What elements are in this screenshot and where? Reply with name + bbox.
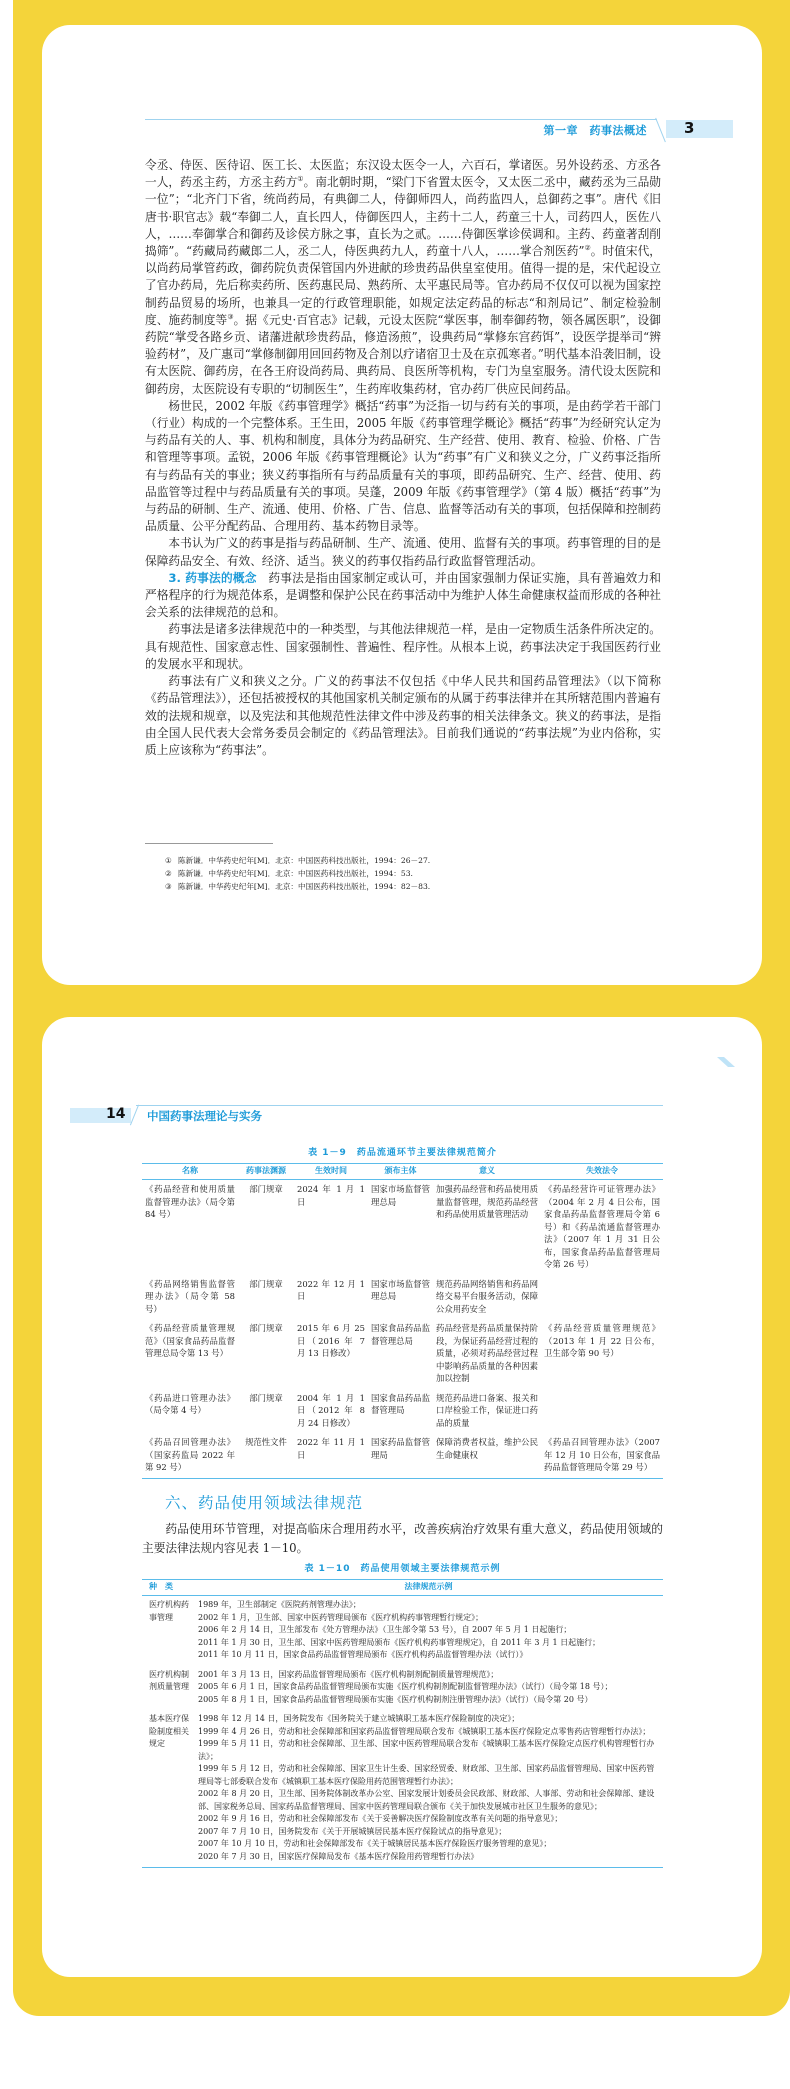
regulation-item: 2011 年 1 月 30 日，卫生部、国家中医药管理局颁布《医疗机构药事管理规定》，自 2011 年 3 月 1 日起施行； bbox=[198, 1637, 601, 1647]
table-cell: 《药品进口管理办法》（局令第 4 号） bbox=[145, 1392, 235, 1415]
header-rule bbox=[136, 1105, 663, 1106]
regulations-cell bbox=[194, 1596, 663, 1666]
table-cell: 部门规章 bbox=[249, 1278, 283, 1289]
header-rule bbox=[145, 119, 657, 120]
footnote-number: ① bbox=[165, 856, 172, 865]
table-cell: 《药品经营许可证管理办法》（2004 年 2 月 4 日公布，国家食品药品监督管理局令第 6 号）和《药品流通监督管理办法》（2007 年 1 月 31 日公布，国家食品药品监督管理局令第 26 号） bbox=[544, 1184, 660, 1269]
footnote bbox=[165, 867, 430, 880]
running-head: 第一章 药事法概述 bbox=[543, 124, 647, 137]
table-cell: 国家市场监督管理总局 bbox=[371, 1184, 430, 1207]
table-cell: 部门规章 bbox=[249, 1392, 283, 1403]
footnote-number: ② bbox=[165, 869, 172, 878]
regulations-cell bbox=[194, 1666, 663, 1711]
footnote-marker: ③ bbox=[227, 312, 234, 321]
regulation-item: 1999 年 5 月 12 日，劳动和社会保障部、国家卫生计生委、国家经贸委、财政部、卫生部、国家药品监督管理局、国家中医药管理局等七部委联合发布《城镇职工基本医疗保险用药范围管理暂行办法》； bbox=[198, 1764, 655, 1786]
category-cell: 医疗机构药事管理 bbox=[149, 1600, 189, 1622]
table-cell: 规范药品网络销售和药品网络交易平台服务活动，保障公众用药安全 bbox=[436, 1278, 538, 1314]
table-row bbox=[142, 1666, 663, 1711]
paragraph: 药事法有广义和狭义之分。广义的药事法不仅包括《中华人民共和国药品管理法》（以下简称《药品管理法》），还包括被授权的其他国家机关制定颁布的从属于药事法律并在其所辖范围内普遍有效的法规和规章，以及宪法和其他规范性法律文件中涉及药事的相关法律条文。狭义的药事法，是指由全国人民代表大会常务委员会制定的《药品管理法》。目前我们通说的“药事法规”为业内俗称，实质上应该称为“药事法”。 bbox=[145, 674, 661, 757]
footnote-text: 陈新谦．中华药史纪年[M]．北京：中国医药科技出版社，1994：53. bbox=[178, 869, 413, 878]
footnote-marker: ② bbox=[584, 244, 591, 253]
column-header: 药事法渊源 bbox=[238, 1164, 294, 1180]
regulation-item: 2020 年 7 月 30 日，国家医疗保障局发布《基本医疗保险用药管理暂行办法》 bbox=[198, 1851, 479, 1861]
regulation-item: 1998 年 12 月 14 日，国务院发布《国务院关于建立城镇职工基本医疗保险制度的决定》； bbox=[198, 1714, 520, 1723]
table-caption: 表 1－10 药品使用领域主要法律规范示例 bbox=[304, 1564, 501, 1574]
table-cell: 国家食品药品监督管理局 bbox=[371, 1392, 430, 1415]
table-cell: 《药品召回管理办法》（国家药监局 2022 年第 92 号） bbox=[145, 1437, 235, 1472]
footnote-rule bbox=[145, 843, 273, 844]
table-cell: 药品经营是药品质量保持阶段，为保证药品经营过程的质量，必须对药品经营过程中影响药品质量的各种因素加以控制 bbox=[436, 1323, 538, 1383]
regulation-item: 2002 年 8 月 20 日，卫生部、国务院体制改革办公室、国家发展计划委员会民政部、财政部、人事部、劳动和社会保障部、建设部、国家税务总局、国家药品监督管理局、国家中医药管理局联合颁布《关于加快发展城市社区卫生服务的意见》； bbox=[198, 1789, 655, 1811]
table-row bbox=[142, 1596, 663, 1666]
table-cell: 国家市场监督管理总局 bbox=[371, 1278, 430, 1301]
column-header: 意义 bbox=[433, 1164, 541, 1180]
table-row bbox=[142, 1710, 663, 1868]
table-cell: 2024 年 1 月 1 日 bbox=[297, 1184, 365, 1207]
footnote-number: ③ bbox=[165, 882, 172, 891]
table-cell bbox=[541, 1389, 663, 1434]
corner-decoration-icon bbox=[717, 1057, 735, 1067]
regulation-item: 1989 年，卫生部制定《医院药剂管理办法》； bbox=[198, 1600, 361, 1609]
category-cell: 基本医疗保险制度相关规定 bbox=[149, 1714, 189, 1748]
column-header: 失效法令 bbox=[541, 1164, 663, 1180]
footnote-text: 陈新谦．中华药史纪年[M]．北京：中国医药科技出版社，1994：82－83. bbox=[178, 882, 431, 891]
category-cell: 医疗机构制剂质量管理 bbox=[149, 1669, 189, 1691]
table-caption: 表 1－9 药品流通环节主要法律规范简介 bbox=[308, 1148, 497, 1158]
regulation-item: 1999 年 4 月 26 日，劳动和社会保障部和国家药品监督管理局联合发布《城镇职工基本医疗保险定点零售药店管理暂行办法》； bbox=[198, 1726, 651, 1736]
table-row bbox=[142, 1275, 663, 1320]
table-cell: 规范性文件 bbox=[245, 1437, 287, 1447]
column-header: 种 类 bbox=[142, 1580, 194, 1596]
regulation-item: 2011 年 10 月 11 日，国家食品药品监督管理局颁布《医疗机构药品监督管理办法（试行）》 bbox=[198, 1650, 528, 1659]
footnote-marker: ① bbox=[297, 175, 304, 184]
footnote bbox=[165, 854, 430, 867]
table-cell bbox=[541, 1275, 663, 1320]
table-cell: 2022 年 12 月 1 日 bbox=[297, 1278, 365, 1301]
page-number: 3 bbox=[684, 119, 695, 137]
regulation-item: 2002 年 9 月 16 日，劳动和社会保障部发布《关于妥善解决医疗保险制度改革有关问题的指导意见》； bbox=[198, 1814, 563, 1823]
table-cell: 《药品经营质量管理规范》（2013 年 1 月 22 日公布，卫生部令第 90 号） bbox=[544, 1323, 660, 1358]
table-cell: 国家食品药品监督管理总局 bbox=[371, 1323, 430, 1346]
body-text bbox=[145, 157, 661, 759]
table-cell: 部门规章 bbox=[249, 1323, 283, 1333]
regulation-item: 2002 年 1 月，卫生部、国家中医药管理局颁布《医疗机构药事管理暂行规定》； bbox=[198, 1612, 484, 1622]
table-cell: 保障消费者权益，维护公民生命健康权 bbox=[436, 1437, 538, 1460]
column-header: 颁布主体 bbox=[368, 1164, 433, 1180]
running-head: 中国药事法理论与实务 bbox=[147, 1109, 262, 1123]
table-cell: 2004 年 1 月 1 日（2012 年 8 月 24 日修改） bbox=[297, 1392, 365, 1428]
table-cell: 《药品经营质量管理规范》（国家食品药品监督管理总局令第 13 号） bbox=[145, 1323, 235, 1358]
paragraph: 令丞、侍医、医待诏、医工长、太医监；东汉设太医令一人，六百石，掌诸医。另外设药丞、方丞各一人，药丞主药，方丞主药方①。南北朝时期，“梁门下省置太医令，又太医二丞中，藏药丞为三品勋一位”；“北齐门下省，统尚药局，有典御二人，侍御师四人，尚药监四人，总御药之事”。唐代《旧唐书·职官志》载“奉御二人，直长四人，侍御医四人，主药十二人，药童三十人，司药四人，医佐八人，……奉御掌合和御药及诊侯方脉之事，直长为之贰。……侍御医掌诊侯调和。主药、药童著刮削捣筛”。“药藏局药藏郎二人，丞二人，侍医典药九人，药童十八人，……掌合剂医药”②。时值宋代，以尚药局掌管药政，御药院负责保管国内外进献的珍贵药品供皇室使用。值得一提的是，宋代起设立了官办药局，先后称卖药所、医药惠民局、熟药所、太平惠民局等。官办药局不仅仅可以视为国家控制药品贸易的场所，也兼具一定的行政管理职能，如规定法定药品的标志“和剂局记”、制定检验制度、施药制度等③。据《元史·百官志》记载，元设太医院“掌医事，制奉御药物，领各属医职”，设御药院“掌受各路乡贡、诸藩进献珍贵药品，修造汤煎”，设典药局“掌修东宫药饵”，设医学提举司“辨验药材”，及广惠司“掌修制御用回回药物及合剂以疗诸宿卫士及在京孤寒者。”明代基本沿袭旧制，设有太医院、御药房，在各王府设尚药局、典药局、良医所等机构，专门为皇室服务。清代设太医院和御药房，太医院设有专职的“切制医生”，生药库收集药材，官办药厂供应民间药品。 bbox=[145, 158, 661, 396]
column-header: 生效时间 bbox=[294, 1164, 368, 1180]
section-paragraph: 药品使用环节管理，对提高临床合理用药水平，改善疾病治疗效果有重大意义，药品使用领域的主要法律法规内容见表 1－10。 bbox=[142, 1522, 663, 1555]
table-row bbox=[142, 1433, 663, 1478]
regulations-cell bbox=[194, 1710, 663, 1868]
concept-text: 药事法是指由国家制定或认可，并由国家强制力保证实施，具有普遍效力和严格程序的行为规范体系，是调整和保护公民在药事活动中为维护人体生命健康权益而形成的各种社会关系的法律规范的总和。 bbox=[145, 570, 661, 620]
regulation-item: 2007 年 7 月 10 日，国务院发布《关于开展城镇居民基本医疗保险试点的指导意见》； bbox=[198, 1826, 507, 1836]
regulation-item: 2007 年 10 月 10 日，劳动和社会保障部发布《关于城镇居民基本医疗保险医疗服务管理的意见》； bbox=[198, 1839, 552, 1848]
regulation-item: 2001 年 3 月 13 日，国家药品监督管理局颁布《医疗机构制剂配制质量管理规范》； bbox=[198, 1669, 499, 1679]
table-cell: 2015 年 6 月 25 日（2016 年 7 月 13 日修改） bbox=[297, 1323, 365, 1358]
table-1-9 bbox=[142, 1163, 663, 1479]
table-cell: 国家药品监督管理局 bbox=[371, 1437, 430, 1460]
table-cell: 加强药品经营和药品使用质量监督管理，规范药品经营和药品使用质量管理活动 bbox=[436, 1184, 538, 1219]
table-row bbox=[142, 1389, 663, 1434]
page-number-box bbox=[666, 120, 733, 138]
table-row bbox=[142, 1319, 663, 1389]
table-cell: 《药品经营和使用质量监督管理办法》（局令第 84 号） bbox=[145, 1184, 235, 1219]
footnotes bbox=[165, 854, 430, 893]
concept-paragraph bbox=[145, 570, 661, 622]
table-cell: 《药品网络销售监督管理办法》（局令第 58 号） bbox=[145, 1278, 235, 1314]
section-heading: 六、药品使用领域法律规范 bbox=[165, 1494, 364, 1512]
table-cell: 《药品召回管理办法》（2007 年 12 月 10 日公布，国家食品药品监督管理局令第 29 号） bbox=[544, 1437, 660, 1472]
paragraph: 杨世民，2002 年版《药事管理学》概括“药事”为泛指一切与药有关的事项，是由药学若干部门（行业）构成的一个完整体系。王生田，2005 年版《药事管理学概论》概括“药事”为经研究认定为与药品有关的人、事、机构和制度，具体分为药品研究、生产经营、使用、教育、检验、价格、广告和管理等事项。孟锐，2006 年版《药事管理概论》认为“药事”有广义和狭义之分，广义药事泛指所有与药品有关的事业；狭义药事指所有与药品质量有关的事项，即药品研究、生产、经营、使用、药品监管等过程中与药品质量有关的事项。吴蓬，2009 年版《药事管理学》（第 4 版）概括“药事”为与药品的研制、生产、流通、使用、价格、广告、信息、监督等活动有关的事项，包括保障和控制药品质量、公平分配药品、合理用药、基本药物目录等。 bbox=[145, 398, 661, 534]
column-header: 名称 bbox=[142, 1164, 238, 1180]
table-row bbox=[142, 1180, 663, 1275]
page-number: 14 bbox=[106, 1106, 126, 1122]
subheading: 3. 药事法的概念 bbox=[168, 570, 257, 585]
regulation-item: 1999 年 5 月 11 日，劳动和社会保障部、卫生部、国家中医药管理局联合发布《城镇职工基本医疗保险定点医疗机构管理暂行办法》； bbox=[198, 1739, 655, 1761]
column-header: 法律规范示例 bbox=[194, 1580, 663, 1596]
regulation-item: 2006 年 2 月 14 日，卫生部发布《处方管理办法》（卫生部令第 53 号），自 2007 年 5 月 1 日起施行； bbox=[198, 1625, 572, 1634]
table-cell: 2022 年 11 月 1 日 bbox=[297, 1437, 365, 1460]
table-cell: 部门规章 bbox=[249, 1184, 283, 1194]
table-cell: 规范药品进口备案、报关和口岸检验工作，保证进口药品的质量 bbox=[436, 1392, 538, 1428]
footnote bbox=[165, 880, 430, 893]
paragraph: 本书认为广义的药事是指与药品研制、生产、流通、使用、监督有关的事项。药事管理的目的是保障药品安全、有效、经济、适当。狭义的药事仅指药品行政监督管理活动。 bbox=[145, 536, 661, 568]
regulation-item: 2005 年 6 月 1 日，国家食品药品监督管理局颁布实施《医疗机构制剂配制监督管理办法》（试行）（局令第 18 号）； bbox=[198, 1682, 613, 1691]
footnote-text: 陈新谦．中华药史纪年[M]．北京：中国医药科技出版社，1994：26－27. bbox=[178, 856, 431, 865]
table-1-10 bbox=[142, 1579, 663, 1868]
paragraph: 药事法是诸多法律规范中的一种类型，与其他法律规范一样，是由一定物质生活条件所决定的。具有规范性、国家意志性、国家强制性、普遍性、程序性。从根本上说，药事法决定于我国医药行业的发展水平和现状。 bbox=[145, 622, 661, 671]
regulation-item: 2005 年 8 月 1 日，国家食品药品监督管理局颁布实施《医疗机构制剂注册管理办法》（试行）（局令第 20 号） bbox=[198, 1694, 593, 1704]
